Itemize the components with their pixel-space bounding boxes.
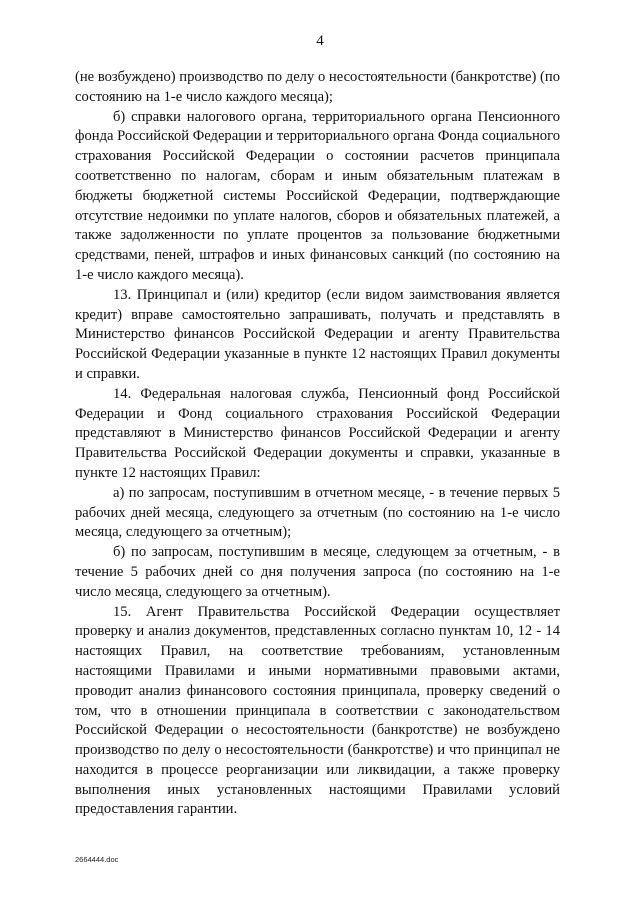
- paragraph-5: б) по запросам, поступившим в месяце, следующем за отчетным, - в течение 5 рабочих дней со дня получения запроса (по состоянию на 1-е число месяца, следующего за отчетным).: [75, 544, 560, 600]
- page-number: 4: [316, 33, 324, 49]
- paragraph-2: 13. Принципал и (или) кредитор (если видом заимствования является кредит) вправе самостоятельно запрашивать, получать и представлять в Министерство финансов Российской Федерации и агенту Правительства Российской Федерации указанные в пункте 12 настоящих Правил документы и справки.: [75, 286, 560, 382]
- paragraph-3: 14. Федеральная налоговая служба, Пенсионный фонд Российской Федерации и Фонд социального страхования Российской Федерации представляют в Министерство финансов Российской Федерации и агенту Правительства Российской Федерации документы и справки, указанные в пункте 12 настоящих Правил:: [75, 385, 560, 481]
- document-body: [75, 68, 560, 820]
- paragraph-6: 15. Агент Правительства Российской Федерации осуществляет проверку и анализ документов, представленных согласно пунктам 10, 12 - 14 настоящих Правил, на соответствие требованиям, установленным настоящими Правилами и иными нормативными правовыми актами, проводит анализ финансового состояния принципала, проверку сведений о том, что в отношении принципала в соответствии с законодательством Российской Федерации о несостоятельности (банкротстве) не возбуждено производство по делу о несостоятельности (банкротстве) и что принципал не находится в процессе реорганизации или ликвидации, а также проверку выполнения иных установленных настоящими Правилами условий предоставления гарантии.: [75, 603, 560, 818]
- paragraph-1: б) справки налогового органа, территориального органа Пенсионного фонда Российской Федерации и территориального органа Фонда социального страхования Российской Федерации о состоянии расчетов принципала соответственно по налогам, сборам и иным обязательным платежам в бюджеты бюджетной системы Российской Федерации, подтверждающие отсутствие недоимки по уплате налогов, сборов и обязательных платежей, а также задолженности по уплате процентов за пользование бюджетными средствами, пеней, штрафов и иных финансовых санкций (по состоянию на 1-е число каждого месяца).: [75, 108, 560, 283]
- footer-doc-name: 2664444.doc: [75, 855, 119, 864]
- paragraph-4: а) по запросам, поступившим в отчетном месяце, - в течение первых 5 рабочих дней месяца, следующего за отчетным (по состоянию на 1-е число месяца, следующего за отчетным);: [75, 484, 560, 541]
- paragraph-0: (не возбуждено) производство по делу о несостоятельности (банкротстве) (по состоянию на 1-е число каждого месяца);: [75, 69, 560, 105]
